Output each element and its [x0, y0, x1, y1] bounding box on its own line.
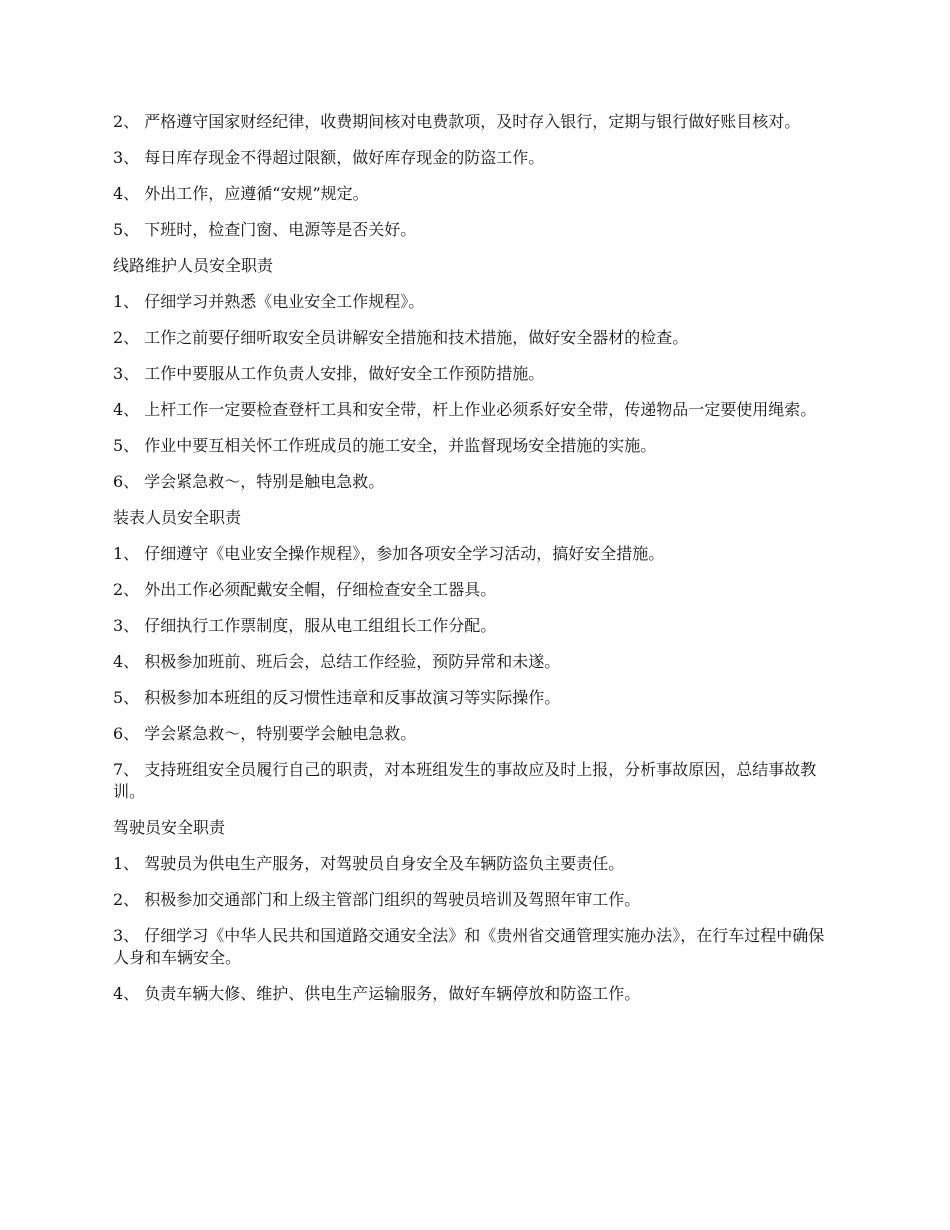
paragraph: 4、 上杆工作一定要检查登杆工具和安全带，杆上作业必须系好安全带，传递物品一定要使用绳索。	[113, 400, 817, 419]
paragraph: 1、 驾驶员为供电生产服务，对驾驶员自身安全及车辆防盗负主要责任。	[113, 854, 625, 873]
document-page	[113, 111, 838, 1019]
paragraph: 6、 学会紧急救～，特别要学会触电急救。	[113, 724, 417, 743]
paragraph: 2、 外出工作必须配戴安全帽，仔细检查安全工器具。	[113, 580, 497, 599]
paragraph: 3、 仔细学习《中华人民共和国道路交通安全法》和《贵州省交通管理实施办法》，在行车过程中确保人身和车辆安全。	[113, 926, 825, 967]
paragraph: 5、 下班时，检查门窗、电源等是否关好。	[113, 220, 417, 239]
paragraph: 5、 作业中要互相关怀工作班成员的施工安全，并监督现场安全措施的实施。	[113, 436, 657, 455]
paragraph: 3、 每日库存现金不得超过限额，做好库存现金的防盗工作。	[113, 148, 545, 167]
paragraph: 2、 积极参加交通部门和上级主管部门组织的驾驶员培训及驾照年审工作。	[113, 890, 641, 909]
paragraph: 2、 严格遵守国家财经纪律，收费期间核对电费款项，及时存入银行，定期与银行做好账目核对。	[113, 112, 801, 131]
paragraph: 4、 积极参加班前、班后会，总结工作经验，预防异常和未遂。	[113, 652, 561, 671]
paragraph: 1、 仔细学习并熟悉《电业安全工作规程》。	[113, 292, 425, 311]
section-heading: 装表人员安全职责	[113, 508, 242, 527]
paragraph: 4、 负责车辆大修、维护、供电生产运输服务，做好车辆停放和防盗工作。	[113, 984, 641, 1003]
paragraph: 6、 学会紧急救～，特别是触电急救。	[113, 472, 385, 491]
paragraph: 5、 积极参加本班组的反习惯性违章和反事故演习等实际操作。	[113, 688, 561, 707]
paragraph: 4、 外出工作，应遵循“安规”规定。	[113, 184, 369, 203]
paragraph: 3、 仔细执行工作票制度，服从电工组组长工作分配。	[113, 616, 497, 635]
section-heading: 驾驶员安全职责	[113, 818, 226, 837]
paragraph: 1、 仔细遵守《电业安全操作规程》，参加各项安全学习活动，搞好安全措施。	[113, 544, 665, 563]
paragraph: 2、 工作之前要仔细听取安全员讲解安全措施和技术措施，做好安全器材的检查。	[113, 328, 689, 347]
paragraph: 7、 支持班组安全员履行自己的职责，对本班组发生的事故应及时上报，分析事故原因，总结事故教训。	[113, 760, 817, 801]
paragraph: 3、 工作中要服从工作负责人安排，做好安全工作预防措施。	[113, 364, 545, 383]
section-heading: 线路维护人员安全职责	[113, 256, 274, 275]
